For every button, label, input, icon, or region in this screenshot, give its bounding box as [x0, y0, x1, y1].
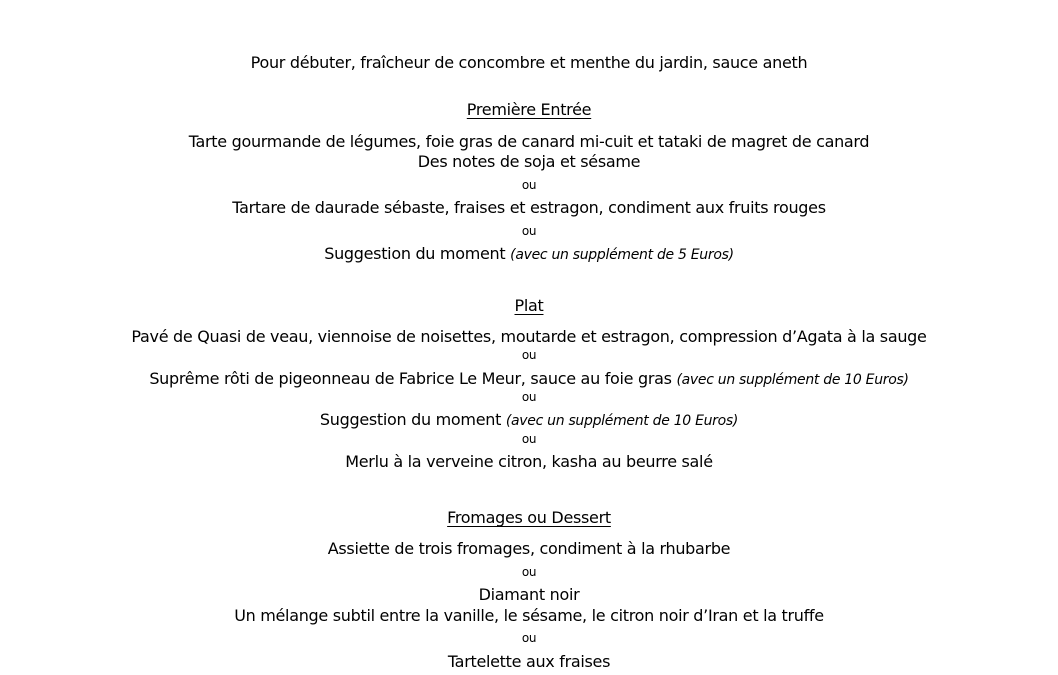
plat-item-2-supplement: (avec un supplément de 10 Euros) [676, 372, 909, 388]
plat-heading: Plat [514, 296, 544, 315]
dessert-heading: Fromages ou Dessert [447, 508, 611, 527]
or-separator: ou [521, 631, 537, 645]
plat-item-3-supplement: (avec un supplément de 10 Euros) [505, 413, 739, 429]
or-separator: ou [521, 390, 537, 404]
entree-item-3 [0, 244, 1058, 265]
plat-item-3-name: Suggestion du moment [319, 410, 502, 429]
dessert-item-1: Assiette de trois fromages, condiment à la rhubarbe [327, 539, 731, 558]
plat-item-4: Merlu à la verveine citron, kasha au beurre salé [345, 452, 713, 471]
plat-item-2-name: Suprême rôti de pigeonneau de Fabrice Le Meur, sauce au foie gras [149, 369, 672, 388]
entree-item-3-supplement: (avec un supplément de 5 Euros) [510, 247, 734, 263]
entree-item-1: Tarte gourmande de légumes, foie gras de canard mi-cuit et tataki de magret de canard [188, 132, 870, 151]
dessert-item-2: Diamant noir [478, 585, 580, 604]
dessert-item-3: Tartelette aux fraises [447, 652, 611, 671]
intro-line: Pour débuter, fraîcheur de concombre et menthe du jardin, sauce aneth [250, 53, 808, 72]
plat-item-3 [0, 410, 1058, 431]
entree-item-1-note: Des notes de soja et sésame [417, 152, 641, 171]
or-separator: ou [521, 348, 537, 362]
dessert-item-2-note: Un mélange subtil entre la vanille, le sésame, le citron noir d’Iran et la truffe [234, 606, 824, 625]
plat-item-2 [0, 369, 1058, 390]
or-separator: ou [521, 432, 537, 446]
plat-item-1: Pavé de Quasi de veau, viennoise de noisettes, moutarde et estragon, compression d’Agata à la sauge [131, 327, 927, 346]
or-separator: ou [521, 565, 537, 579]
entree-item-2: Tartare de daurade sébaste, fraises et estragon, condiment aux fruits rouges [232, 198, 826, 217]
entree-heading: Première Entrée [466, 100, 592, 119]
or-separator: ou [521, 178, 537, 192]
or-separator: ou [521, 224, 537, 238]
entree-item-3-name: Suggestion du moment [324, 244, 506, 263]
